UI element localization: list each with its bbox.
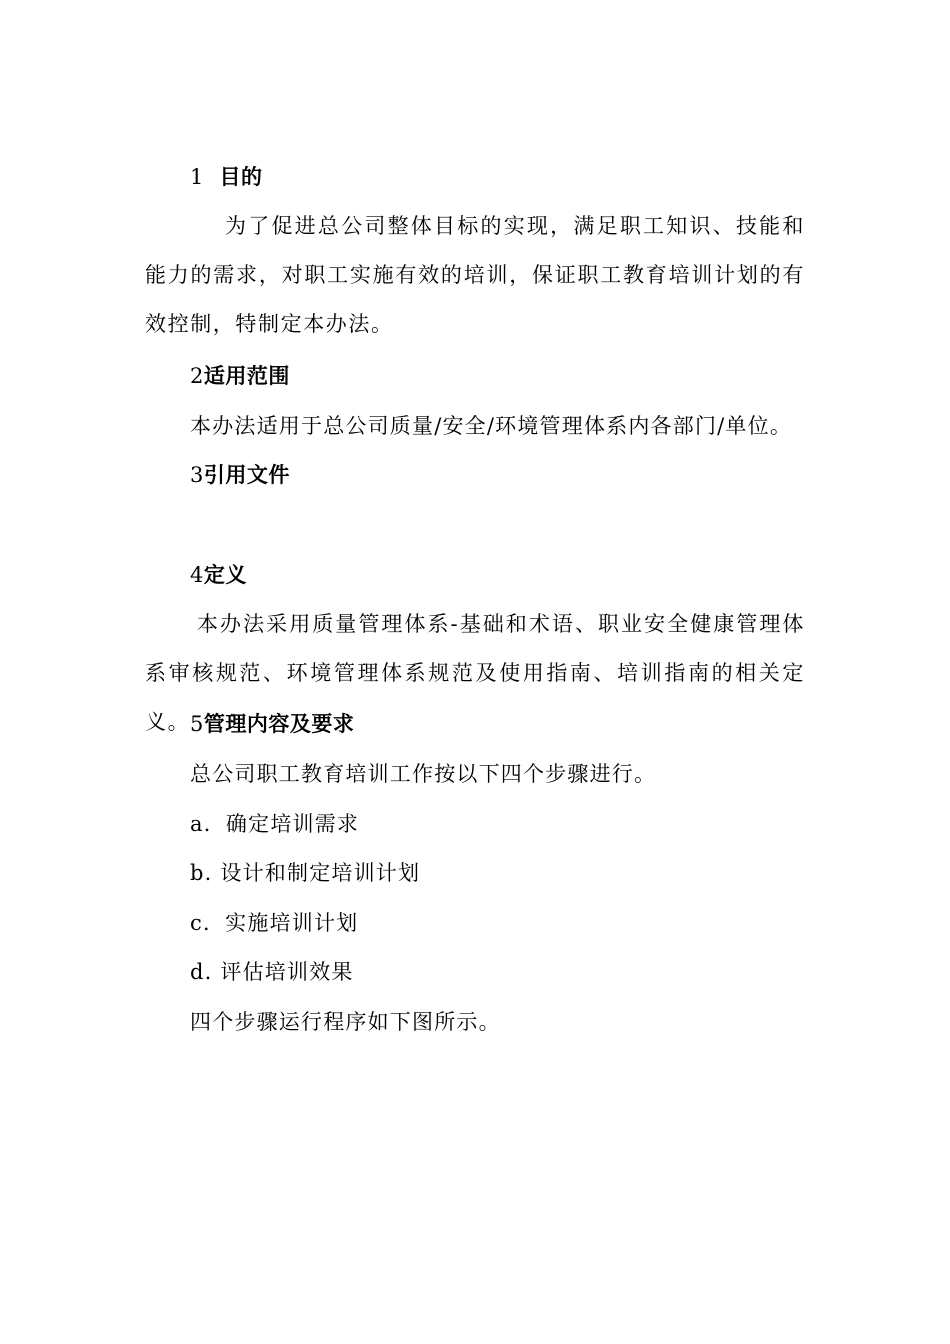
section-3-heading xyxy=(190,460,290,490)
section-1-number: 1 xyxy=(190,165,204,189)
section-5-title: 管理内容及要求 xyxy=(203,712,355,736)
section-3-number: 3 xyxy=(190,463,204,487)
section-4-title: 定义 xyxy=(203,563,247,587)
section-3-title: 引用文件 xyxy=(203,463,290,487)
section-5-number: 5 xyxy=(190,712,204,736)
step-item-b: b. 设计和制定培训计划 xyxy=(190,861,421,885)
definition-paragraph: 本办法采用质量管理体系-基础和术语、职业安全健康管理体系审核规范、环境管理体系规范及使用指南、培训指南的相关定义。 xyxy=(145,612,805,734)
section-2-title: 适用范围 xyxy=(203,364,290,388)
purpose-paragraph: 为了促进总公司整体目标的实现，满足职工知识、技能和能力的需求，对职工实施有效的培训，保证职工教育培训计划的有效控制，特制定本办法。 xyxy=(145,214,805,336)
scope-paragraph: 本办法适用于总公司质量/安全/环境管理体系内各部门/单位。 xyxy=(190,414,793,438)
section-2-heading xyxy=(190,361,290,391)
section-1-title: 目的 xyxy=(219,165,263,189)
section-1-heading xyxy=(190,162,263,192)
section-2-number: 2 xyxy=(190,364,204,388)
section-5-heading xyxy=(190,709,354,739)
step-item-c: c．实施培训计划 xyxy=(190,911,359,935)
step-item-a: a．确定培训需求 xyxy=(190,812,360,836)
closing-paragraph: 四个步骤运行程序如下图所示。 xyxy=(190,1010,501,1034)
section-4-number: 4 xyxy=(190,563,204,587)
step-item-d: d. 评估培训效果 xyxy=(190,960,354,984)
intro-paragraph: 总公司职工教育培训工作按以下四个步骤进行。 xyxy=(190,762,657,786)
section-4-heading xyxy=(190,560,247,590)
